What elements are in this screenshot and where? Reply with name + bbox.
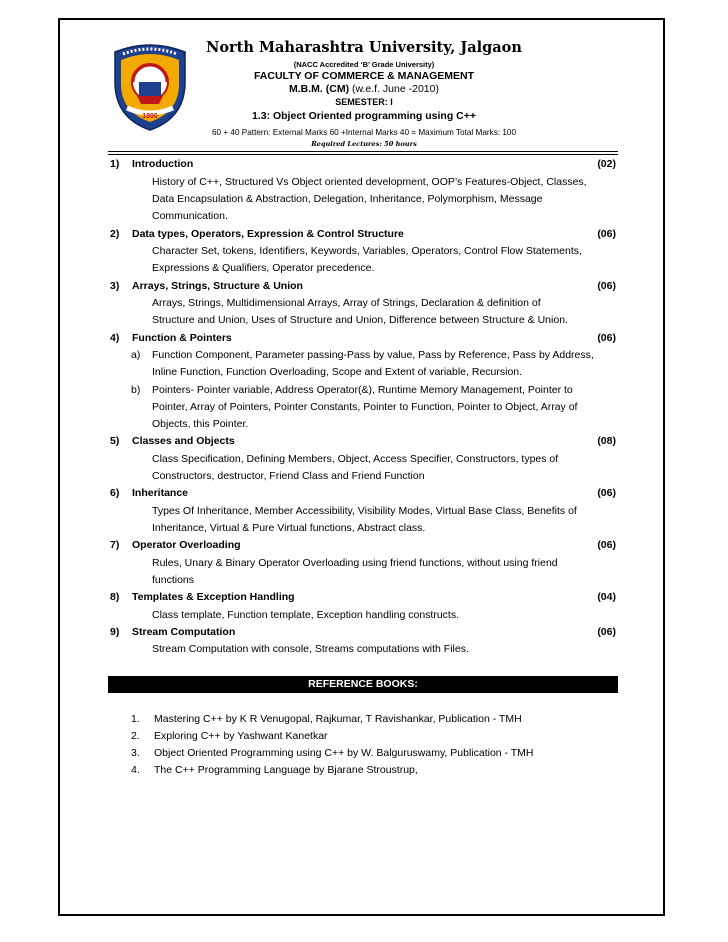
book-title: Exploring C++ by Yashwant Kanetkar [154, 730, 328, 742]
unit-marks: (04) [597, 591, 616, 603]
unit-4-sub-a-label: a) [131, 349, 141, 361]
unit-2-line-1: Character Set, tokens, Identifiers, Keywords, Variables, Operators, Control Flow Statements, [152, 245, 582, 257]
unit-number: 4) [110, 332, 120, 344]
unit-marks: (06) [597, 332, 616, 344]
unit-4-sub-b-line-3: Objects, this Pointer. [152, 418, 249, 430]
program-note: (w.e.f. June -2010) [349, 83, 439, 95]
unit-title: Function & Pointers [132, 332, 232, 344]
book-number: 1. [131, 713, 140, 725]
unit-4-sub-b-line-2: Pointer, Array of Pointers, Pointer Constants, Pointer to Function, Pointer to Object, Array of [152, 401, 578, 413]
accreditation-note: (NACC Accredited ‘B’ Grade University) [293, 60, 435, 69]
unit-title: Templates & Exception Handling [132, 591, 295, 603]
unit-title: Operator Overloading [132, 539, 241, 551]
unit-4-sub-a-line-1: Function Component, Parameter passing-Pass by value, Pass by Reference, Pass by Address, [152, 349, 594, 361]
unit-2-line-2: Expressions & Qualifiers, Operator precedence. [152, 262, 375, 274]
unit-number: 5) [110, 435, 120, 447]
unit-6-line-1: Types Of Inheritance, Member Accessibility, Visibility Modes, Virtual Base Class, Benefits of [152, 505, 577, 517]
header-rule-top [108, 151, 618, 152]
unit-4-sub-b-label: b) [131, 384, 141, 396]
unit-number: 1) [110, 158, 120, 170]
unit-2-heading [110, 228, 616, 244]
unit-marks: (02) [597, 158, 616, 170]
unit-4-sub-b-line-1: Pointers- Pointer variable, Address Operator(&), Runtime Memory Management, Pointer to [152, 384, 573, 396]
unit-9-heading [110, 626, 616, 642]
program-name: M.B.M. (CM) [289, 83, 350, 95]
unit-3-line-1: Arrays, Strings, Multidimensional Arrays, Array of Strings, Declaration & definition of [152, 297, 541, 309]
unit-1-heading [110, 158, 616, 174]
book-number: 2. [131, 730, 140, 742]
unit-number: 8) [110, 591, 120, 603]
book-number: 3. [131, 747, 140, 759]
unit-marks: (08) [597, 435, 616, 447]
unit-number: 7) [110, 539, 120, 551]
marks-pattern: 60 + 40 Pattern: External Marks 60 +Internal Marks 40 = Maximum Total Marks: 100 [211, 128, 517, 137]
book-title: Object Oriented Programming using C++ by W. Balguruswamy, Publication - TMH [154, 747, 534, 759]
unit-3-heading [110, 280, 616, 296]
unit-9-line-1: Stream Computation with console, Streams computations with Files. [152, 643, 469, 655]
unit-3-line-2: Structure and Union, Uses of Structure and Union, Difference between Structure & Union. [152, 314, 568, 326]
reference-books-heading: REFERENCE BOOKS: [108, 676, 618, 693]
book-title: The C++ Programming Language by Bjarane Stroustrup, [154, 764, 418, 776]
unit-title: Data types, Operators, Expression & Control Structure [132, 228, 404, 240]
unit-number: 2) [110, 228, 120, 240]
unit-6-line-2: Inheritance, Virtual & Pure Virtual functions, Abstract class. [152, 522, 426, 534]
unit-title: Stream Computation [132, 626, 236, 638]
program-line [100, 84, 628, 95]
semester: SEMESTER: I [335, 97, 393, 107]
unit-5-heading [110, 435, 616, 451]
unit-number: 9) [110, 626, 120, 638]
unit-marks: (06) [597, 626, 616, 638]
book-number: 4. [131, 764, 140, 776]
unit-title: Inheritance [132, 487, 189, 499]
unit-title: Arrays, Strings, Structure & Union [132, 280, 303, 292]
unit-marks: (06) [597, 487, 616, 499]
university-name: North Maharashtra University, Jalgaon [206, 39, 522, 56]
unit-8-line-1: Class template, Function template, Exception handling constructs. [152, 609, 459, 621]
unit-5-line-1: Class Specification, Defining Members, Object, Access Specifier, Constructors, types of [152, 453, 559, 465]
faculty-name: FACULTY OF COMMERCE & MANAGEMENT [253, 70, 475, 82]
unit-1-line-1: History of C++, Structured Vs Object oriented development, OOP’s Features-Object, Classes, [152, 176, 587, 188]
unit-7-line-2: functions [152, 574, 195, 586]
unit-marks: (06) [597, 228, 616, 240]
unit-number: 6) [110, 487, 120, 499]
unit-4-sub-a-line-2: Inline Function, Function Overloading, Scope and Extent of variable, Recursion. [152, 366, 523, 378]
unit-marks: (06) [597, 280, 616, 292]
unit-1-line-2: Data Encapsulation & Abstraction, Delegation, Inheritance, Polymorphism, Message [152, 193, 543, 205]
header-rule-bottom [108, 154, 618, 155]
unit-7-heading [110, 539, 616, 555]
unit-8-heading [110, 591, 616, 607]
unit-7-line-1: Rules, Unary & Binary Operator Overloading using friend functions, without using friend [152, 557, 558, 569]
unit-title: Classes and Objects [132, 435, 235, 447]
book-title: Mastering C++ by K R Venugopal, Rajkumar, T Ravishankar, Publication - TMH [154, 713, 522, 725]
page-border [58, 18, 665, 916]
logo-year: 1990 [142, 113, 158, 120]
unit-marks: (06) [597, 539, 616, 551]
unit-5-line-2: Constructors, destructor, Friend Class and Friend Function [152, 470, 425, 482]
unit-6-heading [110, 487, 616, 503]
unit-4-heading [110, 332, 616, 348]
subject-title: 1.3: Object Oriented programming using C++ [251, 110, 477, 122]
unit-number: 3) [110, 280, 120, 292]
required-lectures: Required Lectures: 50 hours [311, 140, 417, 148]
unit-title: Introduction [132, 158, 194, 170]
unit-1-line-3: Communication. [152, 210, 228, 222]
